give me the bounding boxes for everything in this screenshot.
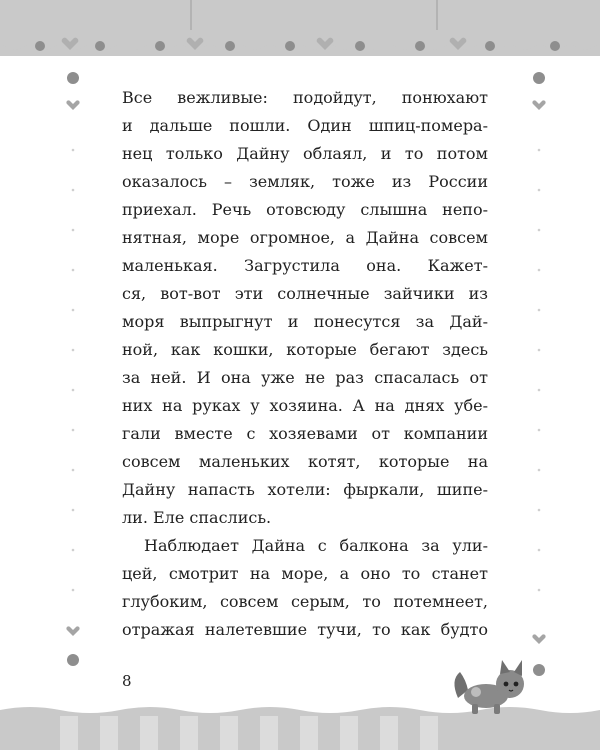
text-line: ли. Еле спаслись. — [122, 508, 272, 527]
text-line: совсем маленьких котят, которые на — [122, 452, 488, 471]
right-side-ornaments — [524, 60, 554, 700]
text-line: глубоким, совсем серым, то потемнеет, — [122, 592, 488, 611]
text-line: отражая налетевшие тучи, то как будто — [122, 620, 488, 639]
text-line: них на руках у хозяина. А на днях убе- — [122, 396, 488, 415]
text-line: и дальше пошли. Один шпиц-помера- — [122, 116, 488, 135]
text-line: цей, смотрит на море, а оно то станет — [122, 564, 488, 583]
heart-icon — [532, 100, 545, 110]
text-line: Дайну напасть хотели: фыркали, шипе- — [122, 480, 488, 499]
text-line: нец только Дайну облаял, и то потом — [122, 144, 488, 163]
text-line: гали вместе с хозяевами от компании — [122, 424, 488, 443]
heart-icon — [532, 634, 545, 644]
ornament-ball-icon — [533, 72, 545, 84]
text-line: за ней. И она уже не раз спасалась от — [122, 368, 488, 387]
story-text — [122, 84, 488, 644]
text-line: ной, как кошки, которые бегают здесь — [122, 340, 488, 359]
top-garland — [0, 30, 600, 70]
text-line: приехал. Речь отовсюду слышна непо- — [122, 200, 488, 219]
text-line: оказалось – земляк, тоже из России — [122, 172, 488, 191]
left-side-ornaments — [58, 60, 88, 700]
text-line: маленькая. Загрустила она. Кажет- — [122, 256, 488, 275]
text-line: моря выпрыгнут и понесутся за Дай- — [122, 312, 488, 331]
text-line: Все вежливые: подойдут, понюхают — [122, 88, 488, 107]
text-line: нятная, море огромное, а Дайна совсем — [122, 228, 488, 247]
text-line: Наблюдает Дайна с балкона за ули- — [144, 536, 488, 555]
heart-icon — [66, 626, 79, 636]
heart-icon — [66, 100, 79, 110]
page-number: 8 — [122, 672, 132, 690]
ornament-ball-icon — [67, 654, 79, 666]
text-line: ся, вот-вот эти солнечные зайчики из — [122, 284, 488, 303]
ornament-ball-icon — [67, 72, 79, 84]
kitten-illustration — [446, 650, 536, 720]
